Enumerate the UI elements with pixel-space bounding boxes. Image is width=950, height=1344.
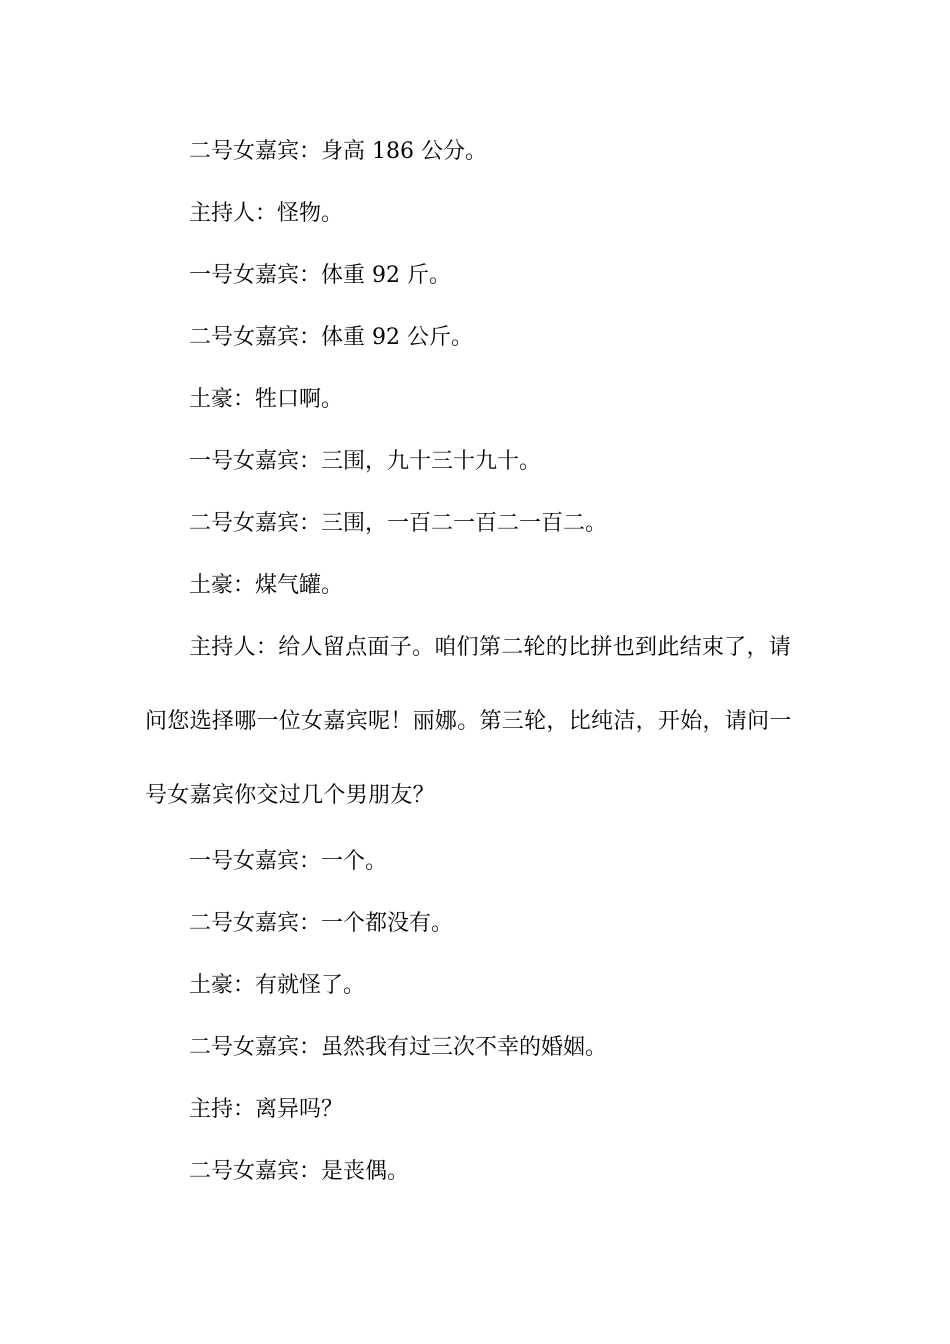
paragraph: 主持：离异吗？ — [189, 1097, 344, 1122]
paragraph: 主持人：给人留点面子。咱们第二轮的比拼也到此结束了，请问您选择哪一位女嘉宾呢！丽娜。第三轮，比纯洁，开始，请问一号女嘉宾你交过几个男朋友？ — [145, 635, 792, 808]
paragraph: 土豪：有就怪了。 — [189, 973, 366, 998]
document-body — [145, 132, 795, 1214]
paragraph: 土豪：煤气罐。 — [189, 573, 344, 598]
paragraph: 二号女嘉宾：三围，一百二一百二一百二。 — [189, 511, 608, 536]
paragraph: 一号女嘉宾：体重 92 斤。 — [189, 263, 451, 288]
paragraph: 主持人：怪物。 — [189, 201, 344, 226]
paragraph: 二号女嘉宾：是丧偶。 — [189, 1159, 410, 1184]
paragraph: 一号女嘉宾：三围，九十三十九十。 — [189, 449, 542, 474]
paragraph: 二号女嘉宾：身高 186 公分。 — [189, 139, 487, 164]
paragraph: 二号女嘉宾：一个都没有。 — [189, 911, 454, 936]
paragraph: 二号女嘉宾：体重 92 公斤。 — [189, 325, 473, 350]
paragraph: 土豪：牲口啊。 — [189, 387, 344, 412]
paragraph: 一号女嘉宾：一个。 — [189, 849, 388, 874]
paragraph: 二号女嘉宾：虽然我有过三次不幸的婚姻。 — [189, 1035, 608, 1060]
